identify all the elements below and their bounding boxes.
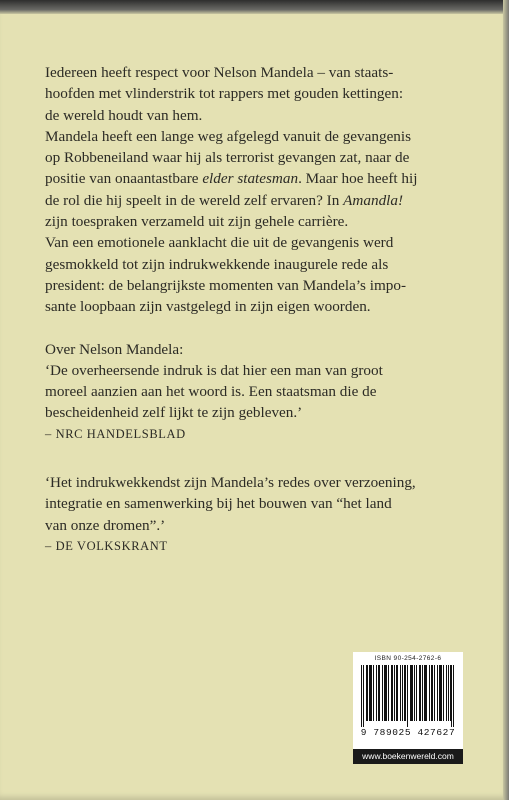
quote-line: bescheidenheid zelf lijkt te zijn gebleven.’ [45,404,303,422]
isbn-number: ISBN 90-254-2762-6 [374,655,442,662]
blurb-line: Van een emotionele aanklacht die uit de gevangenis werd [45,234,394,252]
blurb-text: de rol die hij speelt in de wereld zelf ervaren? In [45,191,344,209]
blurb-line: president: de belangrijkste momenten van Mandela’s impo- [45,276,407,294]
book-title-italic: Amandla! [343,191,404,209]
page-edge-right [503,0,509,800]
page-edge-top [0,0,509,14]
blurb-line: op Robbeneiland waar hij als terrorist gevangen zat, naar de [45,149,410,167]
spacer [45,318,485,339]
spacer [45,445,485,466]
blurb-text: . Maar hoe heeft hij [298,170,418,188]
quote-source: – DE VOLKSKRANT [45,538,168,553]
blurb-line: Mandela heeft een lange weg afgelegd vanuit de gevangenis [45,127,412,145]
quote-source: – NRC HANDELSBLAD [45,426,186,441]
quote-line: ‘De overheersende indruk is dat hier een man van groot [45,361,383,379]
quote-line: van onze dromen”.’ [45,516,166,534]
quote-line: moreel aanzien aan het woord is. Een staatsman die de [45,383,377,401]
blurb-line: gesmokkeld tot zijn indrukwekkende inaugurele rede als [45,255,389,273]
blurb-line: sante loopbaan zijn vastgelegd in zijn eigen woorden. [45,298,371,316]
blurb-text: positie van onaantastbare [45,170,203,188]
quote-line: ‘Het indrukwekkendst zijn Mandela’s redes over verzoening, [45,474,416,492]
ean-digits: 9 789025 427627 [360,727,456,738]
blurb-line: zijn toespraken verzameld uit zijn gehele carrière. [45,213,349,231]
blurb-line: Iedereen heeft respect voor Nelson Mandela – van staats- [45,64,394,81]
barcode-label [353,652,463,764]
publisher-url: www.boekenwereld.com [353,749,463,764]
back-cover-text [45,62,485,557]
blurb-line [45,168,485,189]
blurb-line [45,190,485,211]
review-intro: Over Nelson Mandela: [45,340,184,358]
quote-line: integratie en samenwerking bij het bouwen van “het land [45,495,392,513]
blurb-line: hoofden met vlinderstrik tot rappers met gouden kettingen: [45,85,404,103]
blurb-italic-term: elder statesman [202,170,299,188]
barcode-bars [361,665,455,727]
blurb-line: de wereld houdt van hem. [45,106,203,124]
